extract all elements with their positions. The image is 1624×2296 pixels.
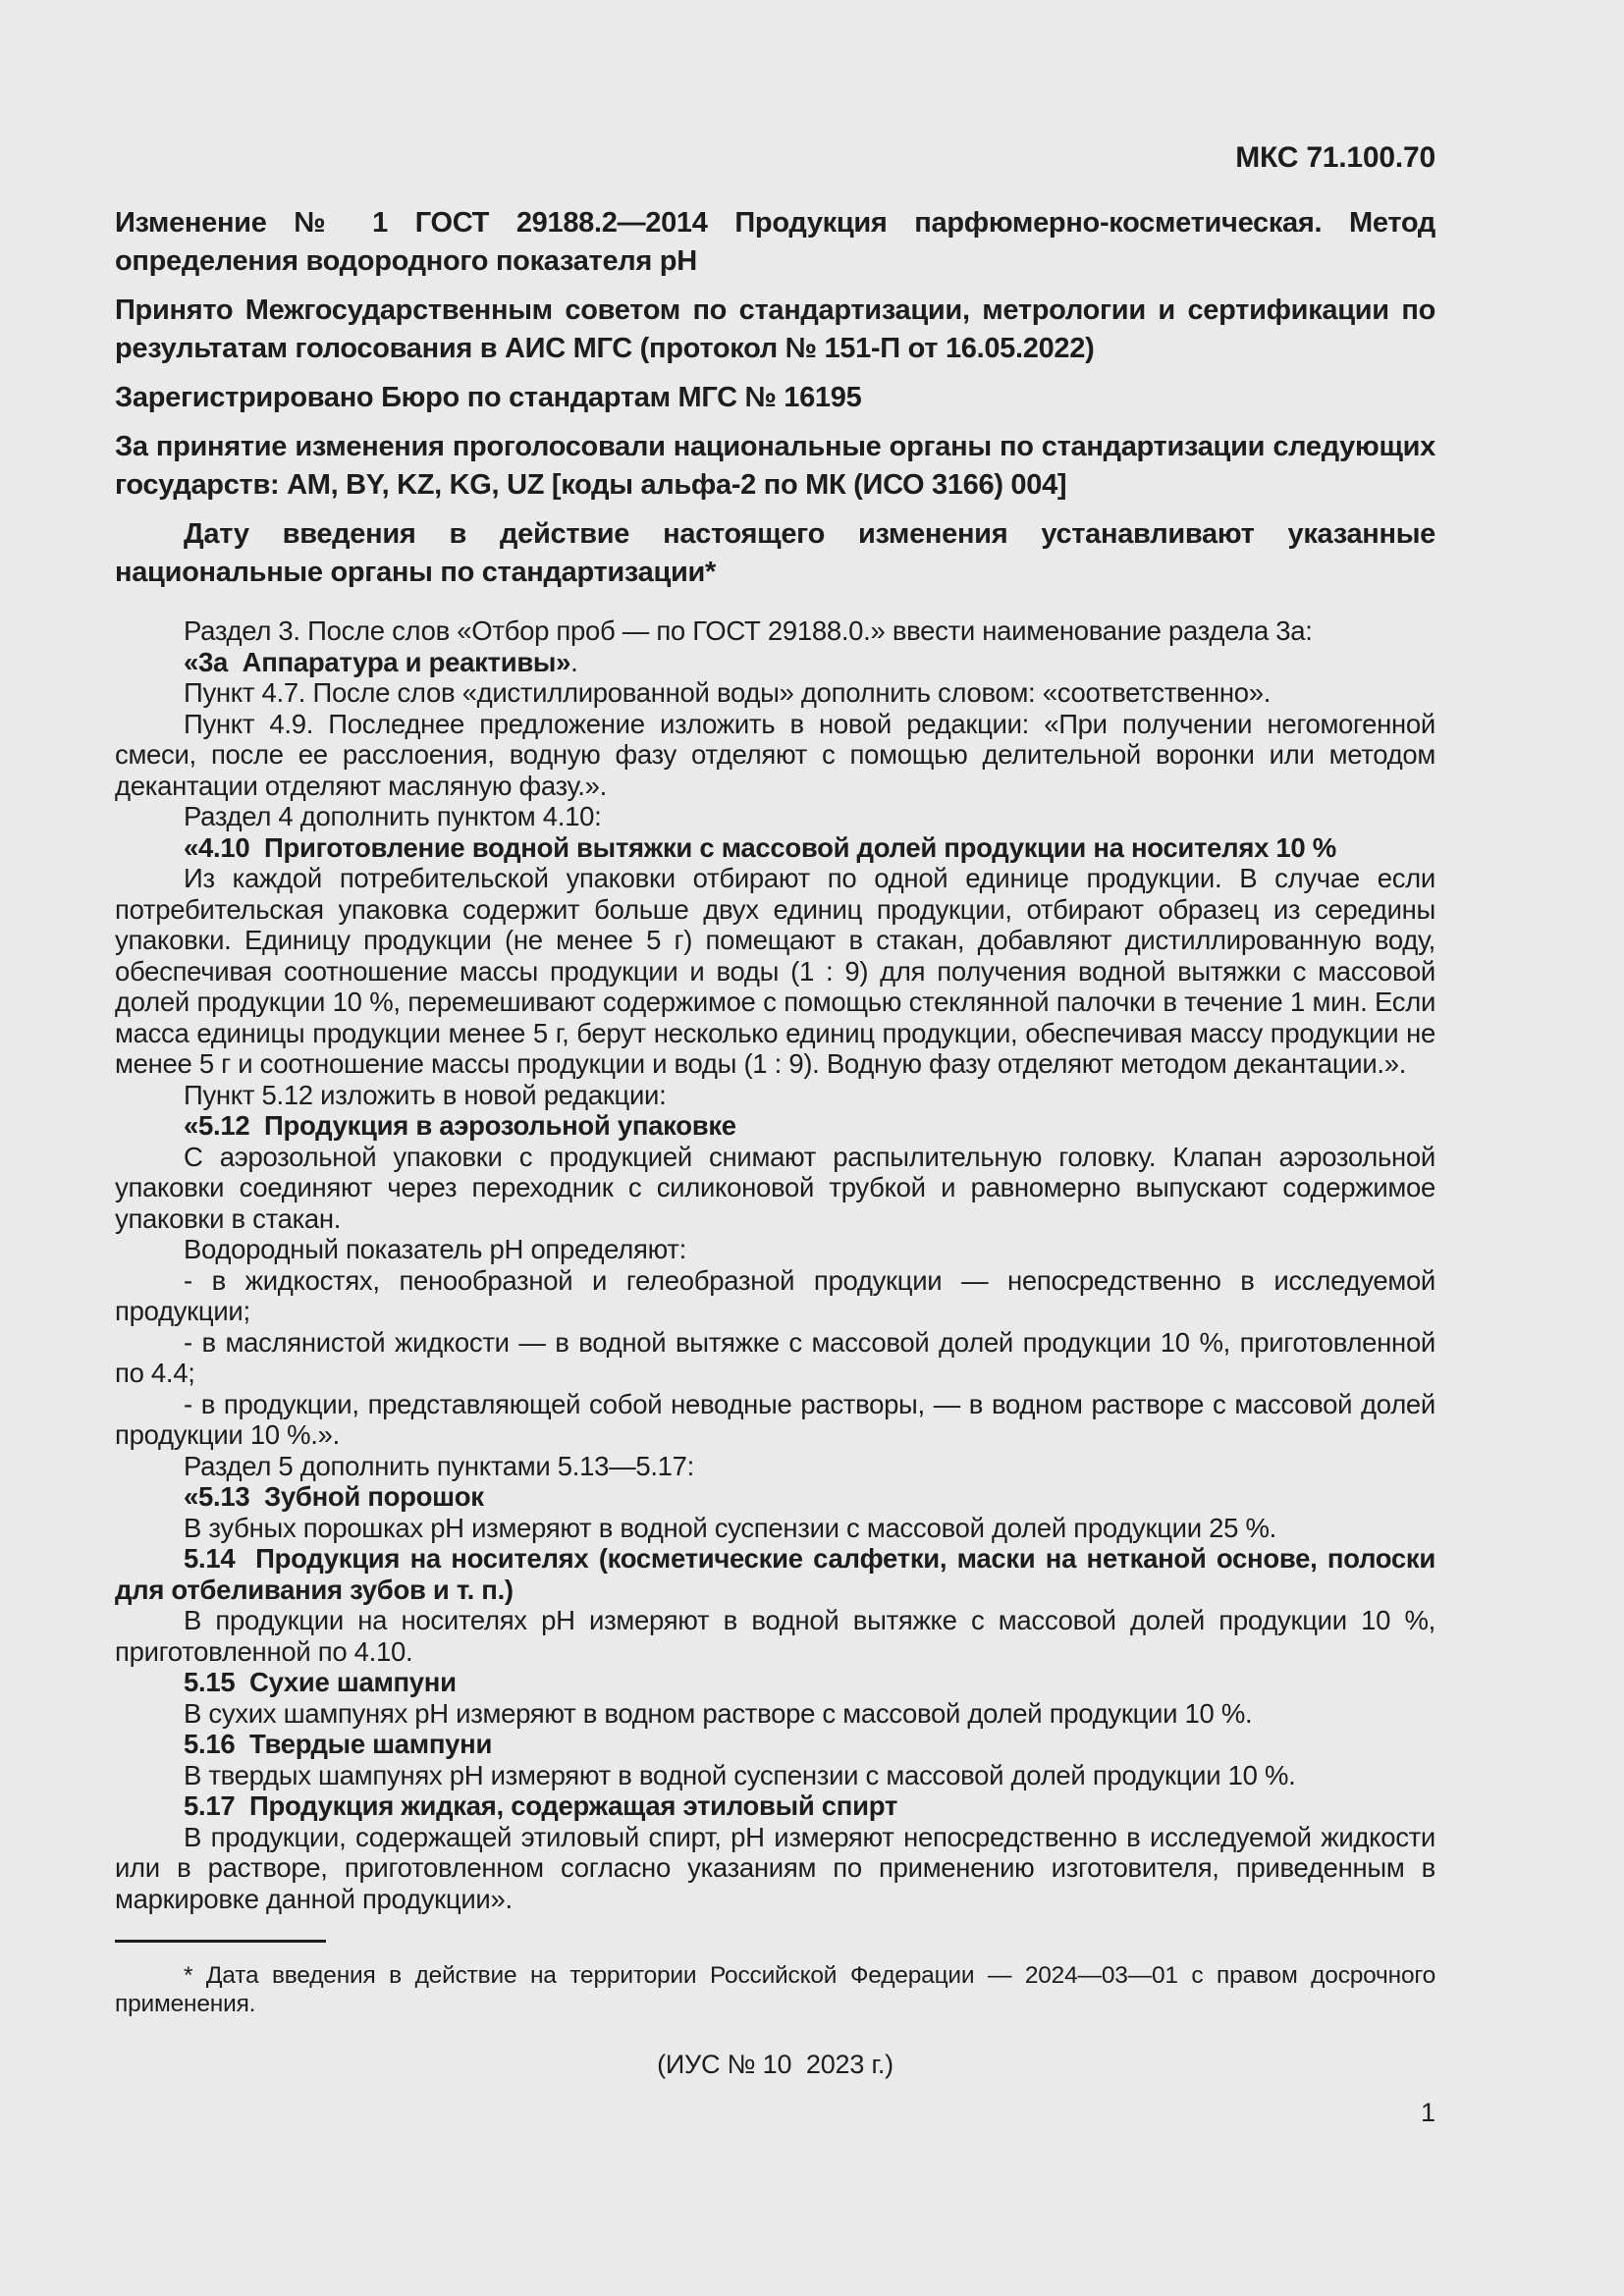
issue-reference: (ИУС № 10 2023 г.)	[657, 2050, 893, 2079]
section-5-14-heading: 5.14 Продукция на носителях (косметические салфетки, маски на нетканой основе, полоски для отбеливания зубов и т. п.)	[115, 1543, 1435, 1605]
section-5-15-heading: 5.15 Сухие шампуни	[184, 1667, 457, 1697]
body-paragraph: В продукции на носителях рН измеряют в водной вытяжке с массовой долей продукции 10 %, приготовленной по 4.10.	[115, 1605, 1435, 1667]
section-5-16-heading: 5.16 Твердые шампуни	[184, 1729, 493, 1759]
footnote-section	[115, 1940, 1435, 2018]
body-paragraph: Водородный показатель рН определяют:	[184, 1234, 686, 1264]
section-3a-heading-tail: .	[570, 646, 578, 677]
section-3a-heading	[115, 647, 1435, 678]
section-3a-heading-bold: «3а Аппаратура и реактивы»	[184, 646, 571, 677]
body-paragraph: Пункт 4.9. Последнее предложение изложить в новой редакции: «При получении негомогенной смеси, после ее расслоения, водную фазу отделяют с помощью делительной воронки или методом декантации отделяют масляную фазу.».	[115, 708, 1435, 801]
body-paragraph: В твердых шампунях рН измеряют в водной суспензии с массовой долей продукции 10 %.	[184, 1759, 1296, 1790]
adoption-paragraph: Принято Межгосударственным советом по стандартизации, метрологии и сертификации по результатам голосования в АИС МГС (протокол № 151-П от 16.05.2022)	[115, 294, 1435, 364]
voting-paragraph: За принятие изменения проголосовали национальные органы по стандартизации следующих государств: AM, BY, KZ, KG, UZ [коды альфа-2 по МК (ИСО 3166) 004]	[115, 431, 1435, 501]
body-paragraph: В продукции, содержащей этиловый спирт, рН измеряют непосредственно в исследуемой жидкости или в растворе, приготовленном согласно указаниям по применению изготовителя, приведенным в маркировке данной продукции».	[115, 1821, 1435, 1914]
body-paragraph: Пункт 4.7. После слов «дистиллированной воды» дополнить словом: «соответственно».	[184, 677, 1272, 708]
section-4-10-heading: «4.10 Приготовление водной вытяжки с массовой долей продукции на носителях 10 %	[184, 831, 1336, 863]
body-paragraph: Раздел 4 дополнить пунктом 4.10:	[184, 801, 602, 831]
page-number: 1	[1420, 2098, 1435, 2127]
list-item: - в маслянистой жидкости — в водной вытяжке с массовой долей продукции 10 %, приготовленной по 4.4;	[115, 1326, 1435, 1388]
body-paragraph: Раздел 5 дополнить пунктами 5.13—5.17:	[184, 1450, 694, 1481]
list-item: - в жидкостях, пенообразной и гелеобразной продукции — непосредственно в исследуемой продукции;	[115, 1264, 1435, 1326]
list-item: - в продукции, представляющей собой неводные растворы, — в водном растворе с массовой долей продукции 10 %.».	[115, 1388, 1435, 1450]
footnote-text: * Дата введения в действие на территории Российской Федерации — 2024—03—01 с правом досрочного применения.	[115, 1962, 1435, 2017]
section-5-12-heading: «5.12 Продукция в аэрозольной упаковке	[184, 1110, 736, 1141]
body-paragraph: Пункт 5.12 изложить в новой редакции:	[184, 1079, 667, 1110]
body-paragraph: Раздел 3. После слов «Отбор проб — по ГОСТ 29188.0.» ввести наименование раздела 3а:	[184, 615, 1313, 646]
section-5-13-heading: «5.13 Зубной порошок	[184, 1481, 484, 1512]
registration-paragraph: Зарегистрировано Бюро по стандартам МГС № 16195	[115, 382, 862, 413]
body-paragraph: Из каждой потребительской упаковки отбирают по одной единице продукции. В случае если потребительская упаковка содержит больше двух единиц продукции, отбирают образец из середины упаковки. Единицу продукции (не менее 5 г) помещают в стакан, добавляют дистиллированную воду, обеспечивая соотношение массы продукции и воды (1 : 9) для получения водной вытяжки с массовой долей продукции 10 %, перемешивают содержимое с помощью стеклянной палочки в течение 1 мин. Если масса единицы продукции менее 5 г, берут несколько единиц продукции, обеспечивая массу продукции не менее 5 г и соотношение массы продукции и воды (1 : 9). Водную фазу отделяют методом декантации.».	[115, 863, 1435, 1079]
mks-classification-code: МКС 71.100.70	[1235, 141, 1435, 174]
section-5-17-heading: 5.17 Продукция жидкая, содержащая этиловый спирт	[184, 1790, 898, 1821]
body-paragraph: В зубных порошках рН измеряют в водной суспензии с массовой долей продукции 25 %.	[184, 1512, 1276, 1543]
page-content	[115, 141, 1435, 2128]
effective-date-note: Дату введения в действие настоящего изменения устанавливают указанные национальные органы по стандартизации*	[115, 518, 1435, 588]
header-section	[115, 204, 1435, 592]
body-paragraph: С аэрозольной упаковки с продукцией снимают распылительную головку. Клапан аэрозольной упаковки соединяют через переходник с силиконовой трубкой и равномерно выпускают содержимое упаковки в стакан.	[115, 1141, 1435, 1234]
footnote-divider	[115, 1940, 326, 1943]
standard-title: Изменение № 1 ГОСТ 29188.2—2014 Продукция парфюмерно-косметическая. Метод определения водородного показателя рН	[115, 207, 1435, 277]
amendment-body	[115, 615, 1435, 1914]
body-paragraph: В сухих шампунях рН измеряют в водном растворе с массовой долей продукции 10 %.	[184, 1697, 1253, 1729]
